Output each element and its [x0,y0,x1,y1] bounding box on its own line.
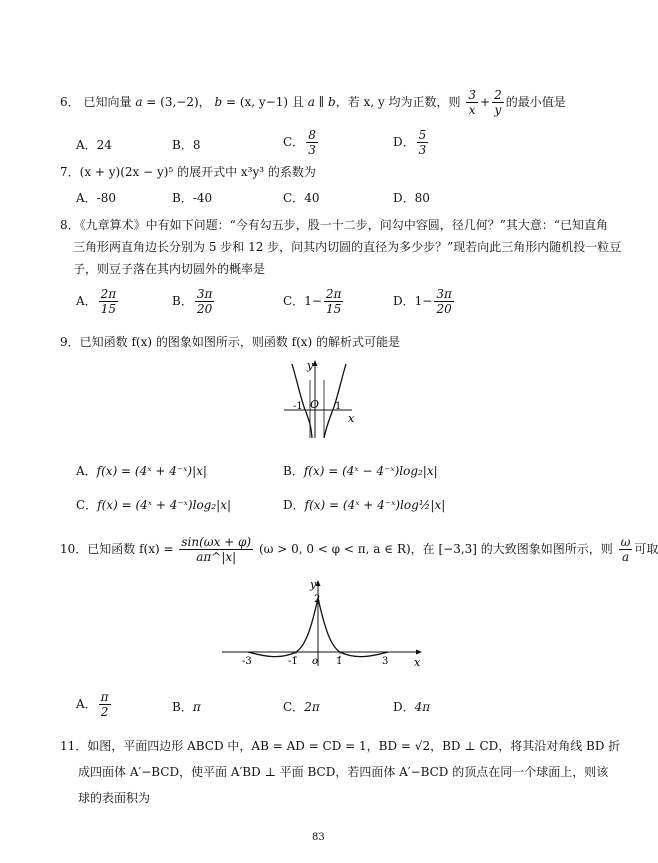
q9-option-b[interactable]: B．f(x) = (4ˣ − 4⁻ˣ)log₂|x| [283,464,438,478]
q10-option-a[interactable]: A． $\frac{\pi}{2}$ [76,690,109,719]
q8-option-c[interactable]: C．1− $\frac{2\pi}{15}$ [283,287,342,316]
q9-origin: O [310,398,320,411]
q7-option-b[interactable]: B．-40 [172,191,213,205]
q10-origin: o [312,656,319,667]
q6-option-a[interactable]: A．24 [76,138,112,152]
q8-option-a[interactable]: A． $\frac{2\pi}{15}$ [76,287,117,316]
q9-graph [280,360,370,440]
fraction: $\frac{2}{y}$ [494,88,502,117]
question-11: 11．如图，平面四边形 ABCD 中，AB = AD = CD = 1，BD = √2，BD ⊥ CD，将其沿对角线 BD 折 成四面体 A′−BCD，使平面 A′BD ⊥ 平面 BCD，若四面体 A′−BCD 的顶点在同一个球面上，则该 球的表面积为 [60,739,621,805]
q10-option-b[interactable]: B．π [172,700,201,714]
q6-option-d[interactable]: D． $\frac{5}{3}$ [393,128,427,157]
question-7: 7．(x + y)(2x − y)⁵ 的展开式中 x³y³ 的系数为 [60,165,316,179]
q10-option-d[interactable]: D．4π [393,700,431,714]
q9-tick-neg: -1 [293,401,303,412]
q10-graph [218,580,428,670]
q10-x-arrow [416,650,422,655]
page-number: 83 [312,832,325,843]
vector-b: b [214,95,223,109]
q7-option-a[interactable]: A．-80 [76,191,116,205]
fraction: $\frac{3}{x}$ [468,88,477,117]
question-8: 8．《九章算术》中有如下问题：“今有勾五步，股一十二步，问勾中容圆，径几何？”其大意：“已知直角 三角形两直角边长分别为 5 步和 12 步，问其内切圆的直径为多少步？”现若向此三角形内随机投一粒豆 子，则豆子落在其内切圆外的概率是 [60,218,622,276]
q9-xlabel: x [348,412,355,425]
vector-a: a [135,95,143,109]
q10-tick-neg1: -1 [288,656,298,667]
q10-xlabel: x [414,656,421,669]
q8-option-d[interactable]: D．1− $\frac{3\pi}{20}$ [393,287,452,316]
q6-option-b[interactable]: B．8 [172,138,201,152]
q7-option-d[interactable]: D．80 [393,191,430,205]
q8-option-b[interactable]: B． $\frac{3\pi}{20}$ [172,287,213,316]
q10-option-c[interactable]: C．2π [283,700,320,714]
question-6: 6． 已知向量 a = (3,−2)， b = (x, y−1) 且 a ∥ b，若 x, y 均为正数，则 $\frac{3}{x}$ + $\frac{2}{y}$ 的最小值是 [60,88,566,117]
question-9: 9．已知函数 f(x) 的图象如图所示，则函数 f(x) 的解析式可能是 [60,335,401,349]
q9-ylabel: y [307,359,314,372]
q10-tick-neg3: -3 [242,656,252,667]
q9-option-a[interactable]: A．f(x) = (4ˣ + 4⁻ˣ)|x| [76,464,207,478]
q10-ytick: 2 [314,594,321,605]
q9-y-arrow [313,360,318,366]
q7-option-c[interactable]: C．40 [283,191,320,205]
q10-ylabel: y [310,578,317,591]
q10-tick-pos1: 1 [336,656,343,667]
q9-option-d[interactable]: D．f(x) = (4ˣ + 4⁻ˣ)log½|x| [283,498,446,512]
question-10: 10．已知函数 f(x) = $\frac{\sin(\omega x + \varphi)}{a\pi\^{}|x|}$ (ω > 0, 0 < φ < π, a ∈ R)，在 [−3,3] 的大致图象如图所示，则 $\frac{\omega}{a}$ 可取 [60,535,658,564]
q10-tick-pos3: 3 [382,656,389,667]
q6-option-c[interactable]: C． $\frac{8}{3}$ [283,128,316,157]
q9-tick-pos: 1 [335,401,342,412]
q9-option-c[interactable]: C．f(x) = (4ˣ + 4⁻ˣ)log₂|x| [76,498,232,512]
q10-y-arrow [316,580,321,586]
